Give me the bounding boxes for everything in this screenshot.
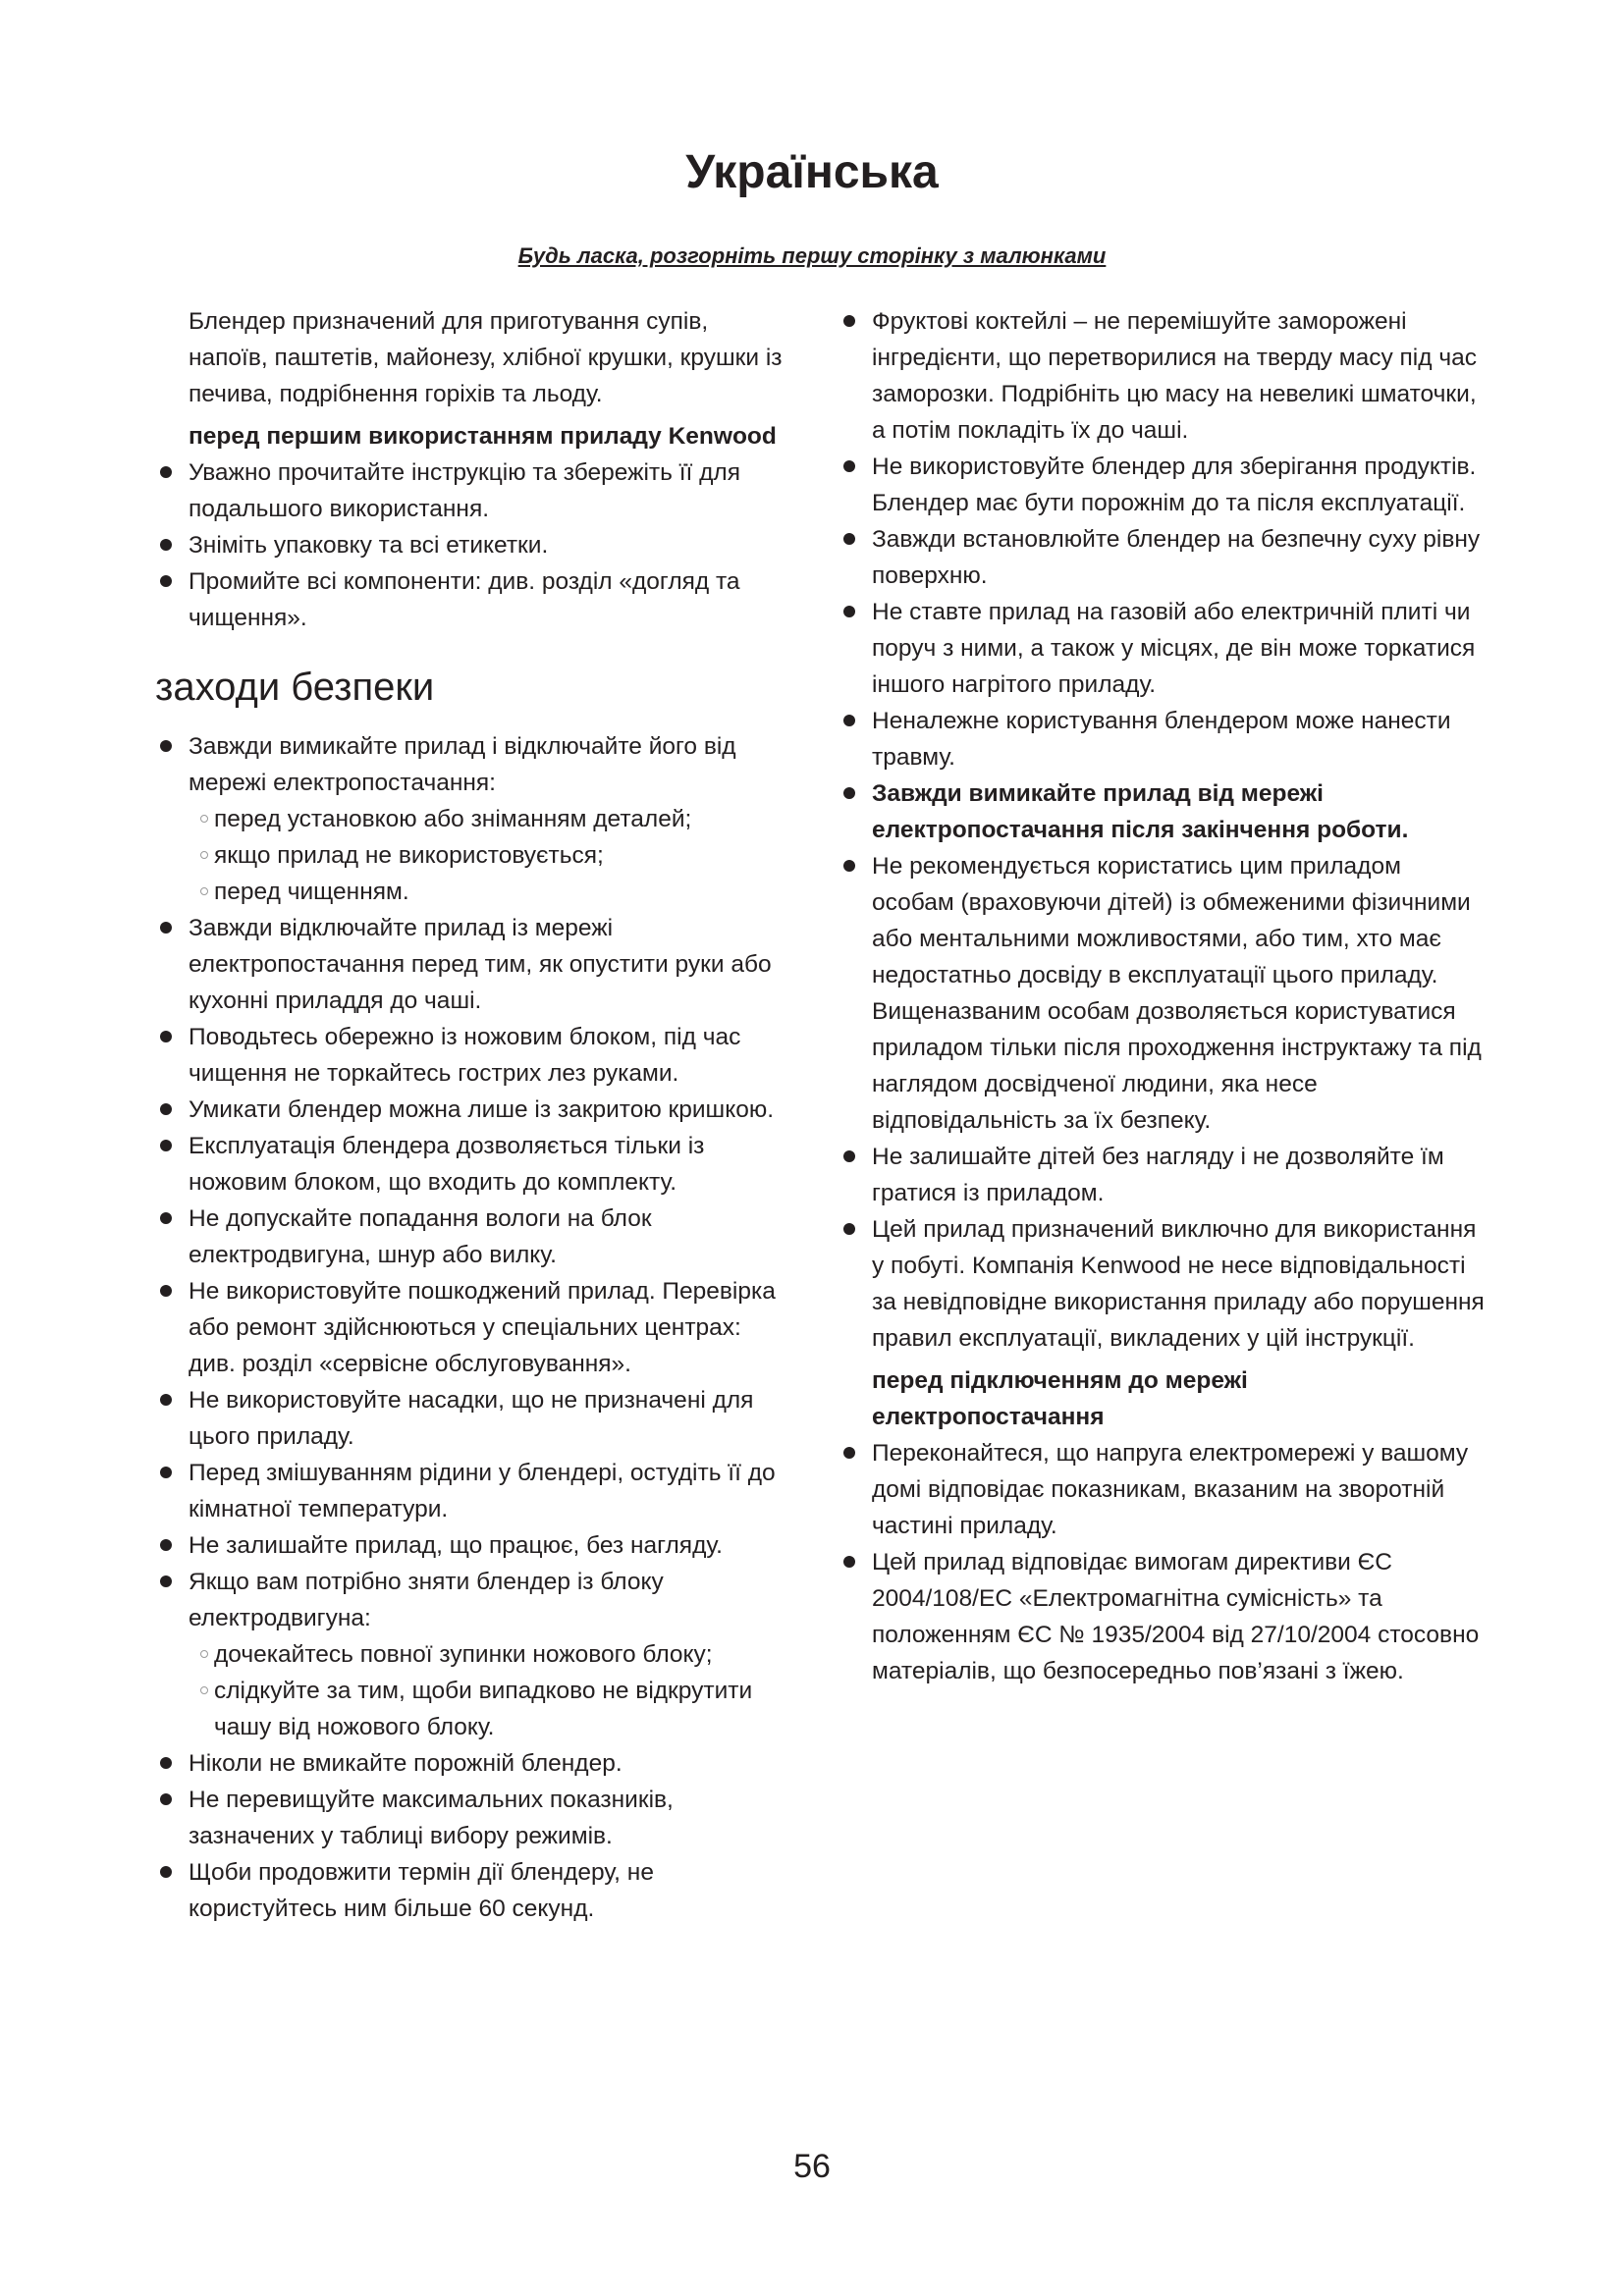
list-item: Перед змішуванням рідини у блендері, остудіть її до кімнатної температури. — [155, 1455, 793, 1527]
list-item: Щоби продовжити термін дії блендеру, не користуйтесь ним більше 60 секунд. — [155, 1854, 793, 1927]
list-item: Завжди вимикайте прилад і відключайте його від мережі електропостачання: — [155, 728, 793, 801]
sub-item: слідкуйте за тим, щоби випадково не відкрутити чашу від ножового блоку. — [155, 1673, 793, 1745]
list-item: Уважно прочитайте інструкцію та збережіть її для подальшого використання. — [155, 454, 793, 527]
sub-item: якщо прилад не використовується; — [155, 837, 793, 874]
list-item: Не використовуйте пошкоджений прилад. Перевірка або ремонт здійснюються у спеціальних центрах: див. розділ «сервісне обслуговування». — [155, 1273, 793, 1382]
list-item: Фруктові коктейлі – не перемішуйте заморожені інгредієнти, що перетворилися на тверду масу під час заморозки. Подрібніть цю масу на невеликі шматочки, а потім покладіть їх до чаші. — [839, 303, 1487, 449]
list-item: Поводьтесь обережно із ножовим блоком, під час чищення не торкайтесь гострих лез руками. — [155, 1019, 793, 1092]
list-item: Переконайтеся, що напруга електромережі у вашому домі відповідає показникам, вказаним на зворотній частині приладу. — [839, 1435, 1487, 1544]
list-item: Не ставте прилад на газовій або електричній плиті чи поруч з ними, а також у місцях, де він може торкатися іншого нагрітого приладу. — [839, 594, 1487, 703]
intro-paragraph: Блендер призначений для приготування супів, напоїв, паштетів, майонезу, хлібної крушки, крушки із печива, подрібнення горіхів та льоду. — [189, 308, 783, 407]
first-use-list — [155, 454, 793, 636]
sub-item: дочекайтесь повної зупинки ножового блоку; — [155, 1636, 793, 1673]
page-number: 56 — [793, 2148, 831, 2185]
list-item: Завжди відключайте прилад із мережі електропостачання перед тим, як опустити руки або кухонні приладдя до чаші. — [155, 910, 793, 1019]
list-item: Експлуатація блендера дозволяється тільки із ножовим блоком, що входить до комплекту. — [155, 1128, 793, 1201]
list-item: Не допускайте попадання вологи на блок електродвигуна, шнур або вилку. — [155, 1201, 793, 1273]
list-item: Цей прилад відповідає вимогам директиви ЄС 2004/108/ЕС «Електромагнітна сумісність» та положенням ЄС № 1935/2004 від 27/10/2004 стосовно матеріалів, що безпосередньо пов’язані з їжею. — [839, 1544, 1487, 1689]
list-item: Зніміть упаковку та всі етикетки. — [155, 527, 793, 563]
sub-item: перед чищенням. — [155, 874, 793, 910]
right-column — [839, 303, 1487, 1689]
connect-heading: перед підключенням до мережі електропостачання — [872, 1367, 1248, 1430]
safety-heading: заходи безпеки — [155, 666, 435, 709]
list-item: Умикати блендер можна лише із закритою кришкою. — [155, 1092, 793, 1128]
list-item: Не залишайте прилад, що працює, без нагляду. — [155, 1527, 793, 1564]
list-item-bold: Завжди вимикайте прилад від мережі електропостачання після закінчення роботи. — [839, 775, 1487, 848]
first-use-heading: перед першим використанням приладу Kenwood — [189, 423, 777, 450]
list-item: Не використовуйте насадки, що не призначені для цього приладу. — [155, 1382, 793, 1455]
list-item: Не використовуйте блендер для зберігання продуктів. Блендер має бути порожнім до та після експлуатації. — [839, 449, 1487, 521]
list-item: Цей прилад призначений виключно для використання у побуті. Компанія Kenwood не несе відповідальності за невідповідне використання приладу або порушення правил експлуатації, викладених у цій інструкції. — [839, 1211, 1487, 1357]
page-title: Українська — [685, 146, 939, 198]
connect-list — [839, 1435, 1487, 1689]
list-item: Промийте всі компоненти: див. розділ «догляд та чищення». — [155, 563, 793, 636]
page-subtitle: Будь ласка, розгорніть першу сторінку з малюнками — [517, 243, 1107, 268]
safety-list-continued — [839, 303, 1487, 1357]
list-item: Не перевищуйте максимальних показників, зазначених у таблиці вибору режимів. — [155, 1782, 793, 1854]
list-item: Завжди встановлюйте блендер на безпечну суху рівну поверхню. — [839, 521, 1487, 594]
list-item: Не рекомендується користатись цим приладом особам (враховуючи дітей) із обмеженими фізичними або ментальними можливостями, або тим, хто має недостатньо досвіду в експлуатації цього приладу. Вищеназваним особам дозволяється користуватися приладом тільки після проходження інструктажу та під наглядом досвідченої людини, яка несе відповідальність за їх безпеку. — [839, 848, 1487, 1139]
left-column — [155, 303, 793, 1927]
list-item: Не залишайте дітей без нагляду і не дозволяйте їм гратися із приладом. — [839, 1139, 1487, 1211]
list-item: Якщо вам потрібно зняти блендер із блоку електродвигуна: — [155, 1564, 793, 1636]
list-item: Ніколи не вмикайте порожній блендер. — [155, 1745, 793, 1782]
safety-list — [155, 728, 793, 1927]
list-item: Неналежне користування блендером може нанести травму. — [839, 703, 1487, 775]
sub-item: перед установкою або зніманням деталей; — [155, 801, 793, 837]
